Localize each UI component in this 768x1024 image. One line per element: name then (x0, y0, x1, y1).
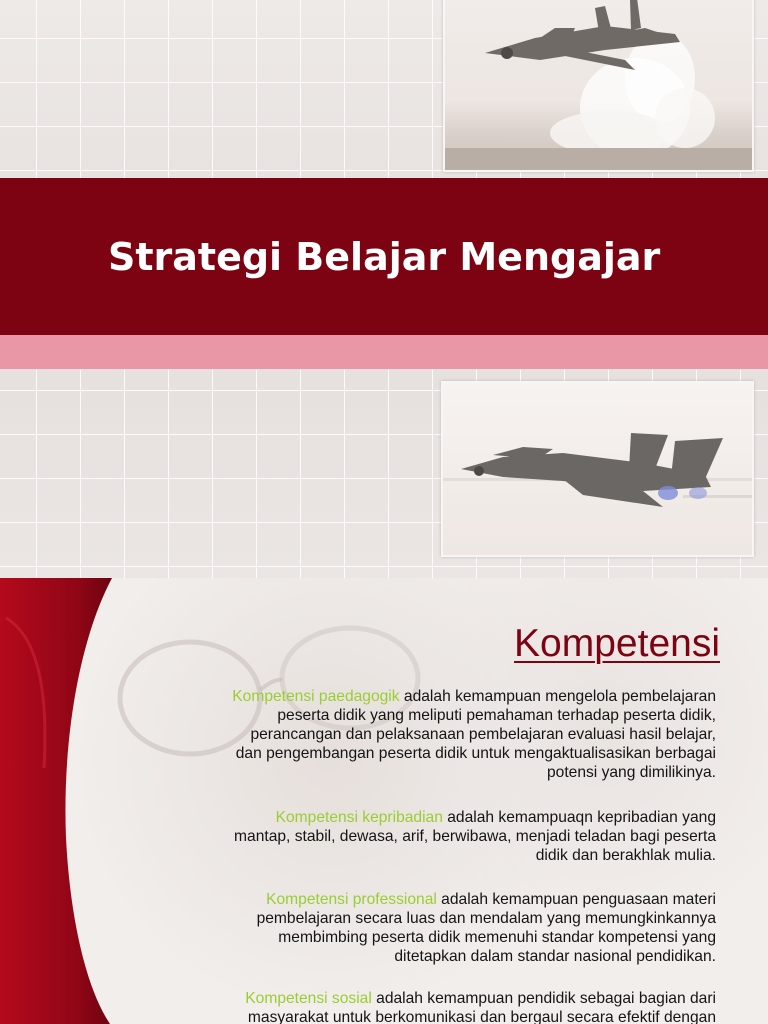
fighter-jet-icon (443, 383, 752, 555)
paragraph-kepribadian (136, 808, 716, 865)
paragraph-line: peserta didik yang meliputi pemahaman terhadap peserta didik, (277, 707, 716, 724)
paragraph-line: adalah kemampuaqn kepribadian yang (442, 809, 716, 826)
title-band (0, 178, 768, 335)
paragraph-line: didik dan berakhlak mulia. (535, 847, 716, 864)
term-kepribadian: Kompetensi kepribadian (275, 809, 443, 826)
paragraph-line: ditetapkan dalam standar nasional pendidikan. (394, 948, 716, 965)
slide-heading: Kompetensi (514, 622, 720, 665)
paragraph-line: dan pengembangan peserta didik untuk mengaktualisasikan berbagai (235, 745, 716, 762)
jet-photo-bottom (441, 381, 754, 557)
paragraph-line: mantap, stabil, dewasa, arif, berwibawa, menjadi teladan bagi peserta (234, 828, 716, 845)
content-area (140, 578, 720, 1024)
term-paedagogik: Kompetensi paedagogik (232, 688, 400, 705)
slide-title: Strategi Belajar Mengajar (108, 234, 661, 279)
paragraph-line: adalah kemampuan mengelola pembelajaran (399, 688, 716, 705)
paragraph-line: pembelajaran secara luas dan mendalam yang memungkinkannya (256, 910, 716, 927)
jet-photo-top (443, 0, 754, 172)
paragraph-line: adalah kemampuan pendidik sebagai bagian dari (371, 990, 716, 1007)
paragraph-sosial (136, 989, 716, 1024)
paragraph-line: perancangan dan pelaksanaan pembelajaran evaluasi hasil belajar, (250, 726, 716, 743)
paragraph-paedagogik (136, 687, 716, 782)
term-professional: Kompetensi professional (266, 891, 437, 908)
fighter-jet-icon (445, 0, 752, 170)
paragraph-line: potensi yang dimilikinya. (546, 764, 716, 781)
paragraph-professional (136, 890, 716, 966)
paragraph-line: membimbing peserta didik memenuhi standar kompetensi yang (278, 929, 716, 946)
paragraph-line: adalah kemampuan penguasaan materi (436, 891, 716, 908)
content-slide (0, 578, 768, 1024)
accent-band (0, 335, 768, 369)
paragraph-line: masyarakat untuk berkomunikasi dan bergaul secara efektif dengan (247, 1009, 716, 1024)
term-sosial: Kompetensi sosial (245, 990, 372, 1007)
